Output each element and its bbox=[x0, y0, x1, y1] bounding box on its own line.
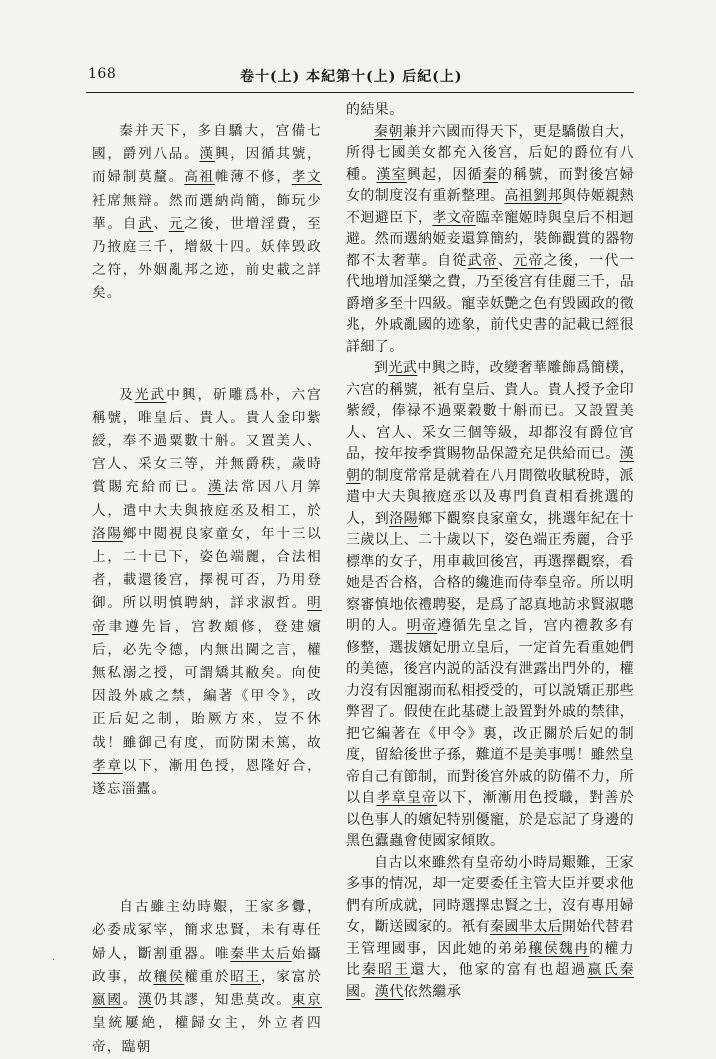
classical-text-column bbox=[92, 120, 322, 1059]
proper-name: 武 bbox=[138, 215, 154, 232]
classical-paragraph-1: 秦并天下，多自驕大，宫備七國，爵列八品。漢興，因循其號，而婦制莫釐。高祖帷薄不修，孝文衽席無辯。然而選納尚簡，飾玩少華。自武、元之後，世增淫費，至乃掖庭三千，增級十四。妖倖毁政之符，外姻亂邦之迹，前史載之詳矣。 bbox=[92, 123, 323, 302]
proper-name: 孝文帝 bbox=[432, 209, 476, 226]
proper-name: 芈太后 bbox=[245, 945, 292, 962]
proper-name: 秦 bbox=[482, 166, 499, 183]
proper-name: 漢室 bbox=[376, 166, 407, 183]
proper-name: 漢朝 bbox=[346, 446, 635, 484]
proper-name: 明帝 bbox=[406, 618, 438, 634]
proper-name: 漢 bbox=[207, 479, 225, 496]
proper-name: 武帝 bbox=[467, 252, 498, 269]
proper-name: 洛陽 bbox=[92, 525, 123, 542]
proper-name: 光武 bbox=[388, 360, 418, 376]
proper-name: 高祖劉邦 bbox=[504, 188, 563, 204]
proper-name: 秦 bbox=[230, 945, 246, 962]
classical-paragraph-2: 及光武中興，斫雕爲朴，六宫稱號，唯皇后、貴人。貴人金印紫綬，奉不過粟數十斛。又置美人、宫人、采女三等，并無爵秩，歲時賞賜充給而已。漢法常因八月筭人，遣中大夫與掖庭丞及相工，於洛陽鄉中閲視良家童女，年十三以上，二十已下，姿色端麗，合法相者，載還後宫，擇視可否，乃用登御。所以明慎聘納，詳求淑哲。明帝聿遵先旨，宫教頗修，登建嬪后，必先令德，内無出閫之言，權無私溺之授，可謂矯其敝矣。向使因設外戚之禁，編著《甲令》，改正后妃之制，貽厥方來，豈不休哉！雖御己有度，而防閑未篤，故孝章以下，漸用色授，恩隆好合，遂忘淄蠹。 bbox=[92, 386, 323, 798]
proper-name: 秦朝 bbox=[374, 123, 403, 140]
translation-column bbox=[346, 100, 634, 1003]
proper-name: 嬴氏秦國 bbox=[346, 962, 634, 1000]
proper-name: 光武 bbox=[134, 386, 167, 403]
proper-name: 嬴國 bbox=[92, 992, 123, 1009]
proper-name: 漢 bbox=[138, 992, 154, 1009]
proper-name: 芈太后 bbox=[518, 919, 563, 935]
header-rule bbox=[86, 92, 634, 93]
running-head: 卷十(上) 本紀第十(上) 后紀(上) bbox=[240, 69, 463, 85]
proper-name: 東京 bbox=[291, 992, 323, 1009]
proper-name: 孝章 bbox=[92, 757, 123, 774]
proper-name: 秦昭王 bbox=[362, 962, 411, 978]
proper-name: 元帝 bbox=[513, 252, 544, 269]
proper-name: 昭王 bbox=[230, 968, 262, 985]
proper-name: 高祖 bbox=[184, 169, 215, 186]
classical-paragraph-3: 自古雖主幼時艱，王家多釁，必委成冢宰，簡求忠賢，未有專任婦人，斷割重器。唯秦芈太后始攝政事，故穰侯權重於昭王，家富於嬴國。漢仍其謬，知患莫改。東京皇統屢絶，權歸女主，外立者四帝，臨朝 bbox=[92, 899, 323, 1055]
proper-name: 漢代 bbox=[374, 983, 404, 1000]
scan-edge-mark: · bbox=[52, 955, 56, 966]
proper-name: 孝文 bbox=[291, 169, 322, 186]
translation-paragraph-3: 自古以來雖然有皇帝幼小時局艱難，王家多事的情况，却一定要委任主管大臣并要求他們有所成就，同時選擇忠賢之士，沒有專用婦女，斷送國家的。衹有秦國芈太后開始代替君王管理國事，因此她的弟弟穰侯魏冉的權力比秦昭王還大，他家的富有也超過嬴氏秦國。漢代依然繼承 bbox=[346, 854, 635, 1000]
proper-name: 孝章皇帝 bbox=[376, 790, 438, 806]
translation-paragraph-2: 到光武中興之時，改變奢華雕飾爲簡樸，六宫的稱號，衹有皇后、貴人。貴人授予金印紫綬，俸禄不過粟穀數十斛而已。又設置美人、宫人、采女三個等級，却都沒有爵位官品，按年按季賞賜物品保證充足供給而已。漢朝的制度常常是就着在八月間徵收賦稅時，派遣中大夫與掖庭丞以及專門負責相看挑選的人，到洛陽鄉下觀察良家童女，挑選年紀在十三歲以上、二十歲以下，姿色端正秀麗，合乎標準的女子，用車載回後宫，再選擇觀察，看她是否合格，合格的纔進而侍奉皇帝。所以明察審慎地依禮聘娶，是爲了認真地訪求賢淑聰明的人。明帝遵循先皇之旨，宫内禮教多有修整，選拔嬪妃册立皇后，一定首先看重她們的美德，後宫内説的話没有泄露出門外的，權力沒有因寵溺而私相授受的，可以説矯正那些弊習了。假使在此基礎上設置對外戚的禁律，把它編著在《甲令》裏，改正關於后妃的制度，留給後世子孫，難道不是美事嗎！雖然皇帝自己有節制，而對後宫外戚的防備不力，所以自孝章皇帝以下，漸漸用色授職，對善於以色事人的嬪妃特别優寵，於是忘記了身邊的黑色蠹蟲會使國家傾敗。 bbox=[346, 360, 635, 849]
proper-name: 穰侯 bbox=[153, 968, 185, 985]
translation-paragraph-1: 秦朝兼并六國而得天下，更是驕傲自大，所得七國美女都充入後宫，后妃的爵位有八種。漢室興起，因循秦的稱號，而對後宫婦女的制度沒有重新整理。高祖劉邦與侍姬親熱不迴避臣下，孝文帝臨幸寵姬時與皇后不相迴避。然而選納姬妾還算簡約，裝飾觀賞的器物都不太奢華。自從武帝、元帝之後，一代一代地增加淫樂之費，乃至後宫有佳麗三千，品爵增多至十四級。寵幸妖艷之色有毁國政的徵兆，外戚亂國的迹象，前代史書的記載已經很詳細了。 bbox=[346, 123, 635, 355]
page-number: 168 bbox=[88, 66, 117, 82]
translation-paragraph-0: 的結果。 bbox=[346, 102, 404, 118]
proper-name: 漢 bbox=[199, 146, 215, 163]
proper-name: 明帝 bbox=[92, 595, 322, 635]
proper-name: 秦國 bbox=[490, 919, 519, 935]
proper-name: 洛陽 bbox=[389, 510, 419, 527]
proper-name: 穰侯魏冉 bbox=[528, 940, 590, 957]
proper-name: 元 bbox=[168, 215, 185, 232]
